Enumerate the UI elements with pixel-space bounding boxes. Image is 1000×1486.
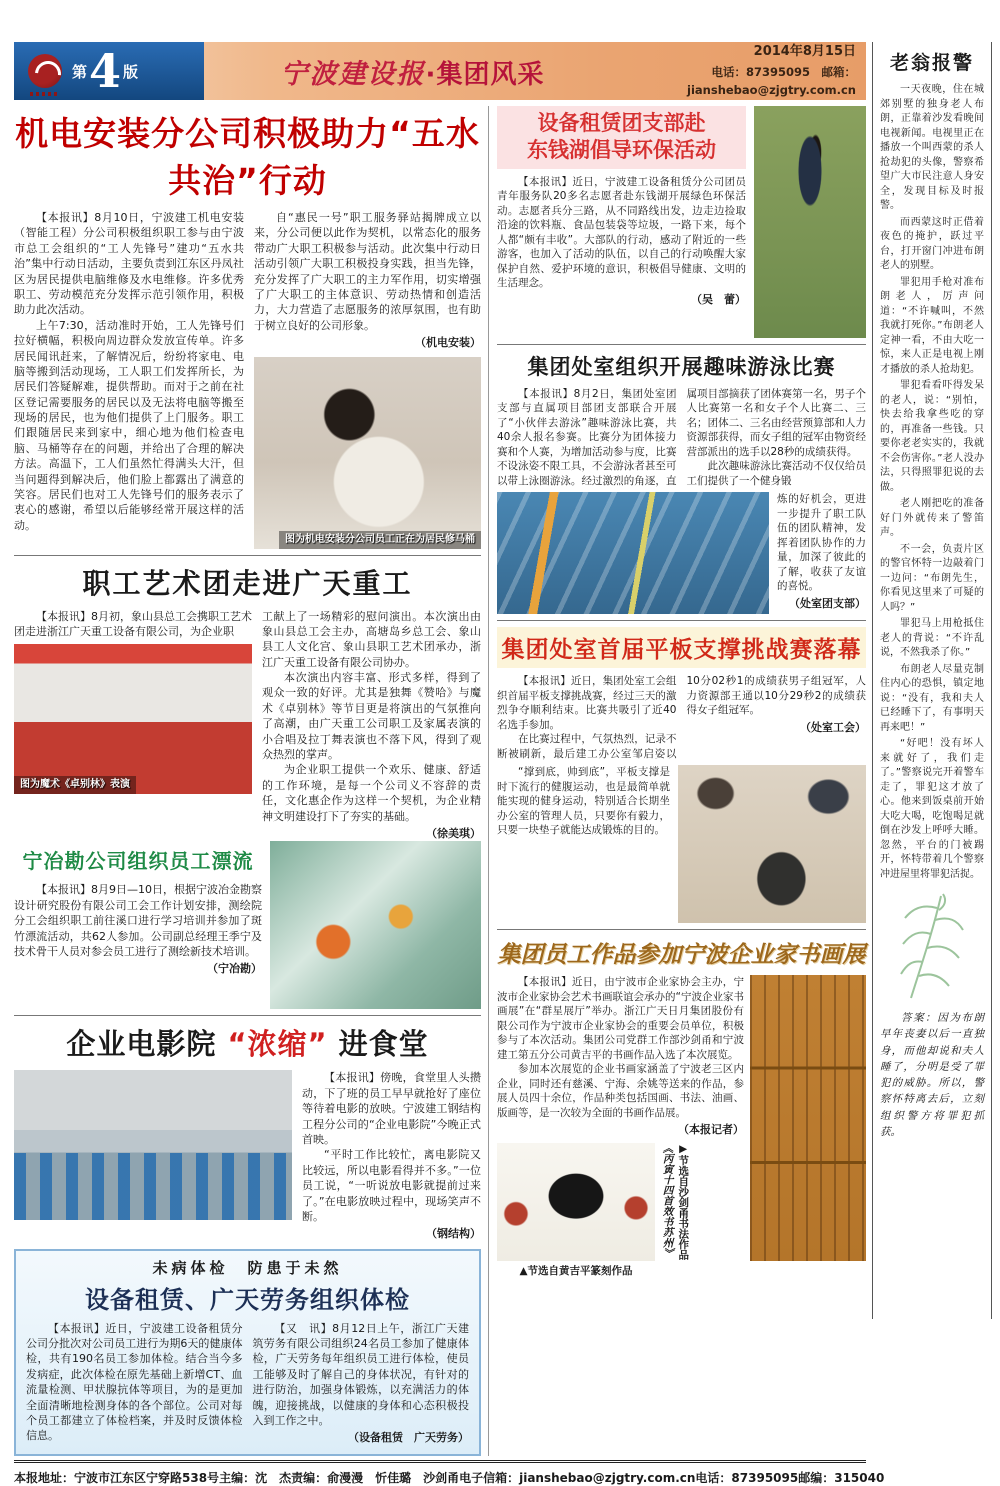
byline: （处室团支部） <box>789 596 866 610</box>
publication-date: 2014年8月15日 <box>753 44 856 60</box>
article-headline <box>497 106 746 169</box>
article-column <box>262 609 481 842</box>
footer-email: 电子信箱：jianshebao@zjgtry.com.cn <box>459 1470 696 1485</box>
header-contact <box>621 42 866 100</box>
photo-toilet-repair <box>254 357 481 549</box>
divider <box>497 620 866 621</box>
footer-editors: 责编：俞漫漫 忻佳璐 沙剑甬 <box>291 1470 460 1485</box>
edition-suffix: 版 <box>123 62 139 81</box>
byline: （徐美琪） <box>426 826 481 840</box>
headline-line: 设备租赁团支部赴 <box>537 111 706 135</box>
story-paragraph: “好吧！没有坏人来就好了，我们走了。”警察说完开着警车走了，罪犯这才放了心。他来到饭桌前开始大吃大喝，吃饱喝足就倒在沙发上呼呼大睡。忽然，平台的门被踢开，怀特带着几个警察冲进屋里将罪犯活捉。 <box>880 738 984 880</box>
headline-part: 企业电影院 <box>66 1027 217 1062</box>
article-paragraph: 炼的好机会，更进一步提升了职工队伍的团队精神，发挥着团队协作的力量，加深了彼此的了解，收获了友谊的喜悦。 <box>777 493 866 593</box>
edition-prefix: 第 <box>72 62 88 81</box>
photo-calligraphy-scroll <box>750 975 866 1261</box>
article-paragraph: 参加本次展览的企业书画家涵盖了宁波老三区内企业，同时还有慈溪、宁海、余姚等送来的作品，参展人员四十余位，作品种类包括国画、书法、油画、版画等，是一次较为全面的书画作品展。 <box>497 1063 744 1119</box>
article-headline: 机电安装分公司积极助力“五水共治”行动 <box>15 114 480 200</box>
edition-box <box>14 42 204 100</box>
article-headline: 设备租赁、广天劳务组织体检 <box>85 1285 410 1314</box>
header-email: 邮箱：jianshebao@zjgtry.com.cn <box>687 65 856 98</box>
article-column <box>14 609 252 842</box>
photo-caption-vertical: ▶节选自沙剑甬书法作品 <box>677 1143 690 1261</box>
article-rafting <box>14 841 481 1009</box>
footer-phone: 电话：87395095 <box>695 1470 799 1485</box>
article-paragraph: 【本报讯】8月10日，宁波建工机电安装（智能工程）分公司积极组织职工参与由宁波市总工会组织的“工人先锋号”建功“五水共治”集中行动日活动，主要负责到江东区丹凤社区为居民提供电脑维修及水电维修。许多优秀职工、劳动模范充分发挥示范引领作用，积极助力此次活动。 <box>14 211 244 317</box>
content-columns <box>14 106 866 1456</box>
masthead-bar <box>14 42 866 100</box>
article-plank-challenge <box>497 627 866 923</box>
article-paragraph: 本次演出内容丰富、形式多样，得到了观众一致的好评。尤其是独舞《赞哈》与魔术《卓别林》等节目更是将演出的气氛推向了高潮，由广天重工公司职工及家属表演的小合唱及拉丁舞表演也不落下风，得到了观众热烈的掌声。 <box>262 671 481 762</box>
article-column <box>497 765 670 923</box>
byline: （设备租赁 广天劳务） <box>348 1431 469 1445</box>
article-headline: 集团处室首届平板支撑挑战赛落幕 <box>497 627 866 668</box>
imprint-footer <box>14 1460 885 1486</box>
article-column <box>253 1321 470 1446</box>
article-cinema <box>14 1022 481 1241</box>
riddle-answer: 答案：因为布朗早年丧妻以后一直独身，而他却说和夫人睡了，分明是受了罪犯的威胁。所以，警察怀特离去后，立刻组织警方将罪犯抓获。 <box>880 1012 984 1138</box>
byline: （机电安装） <box>415 336 481 350</box>
article-paragraph: 【本报讯】近日，集团处室工会组织首届平板支撑挑战赛，经过三天的激烈争夺顺利结束。比赛共吸引了近40名选手参加。 <box>497 675 677 731</box>
sidebar-story-column <box>872 42 992 1319</box>
photo-rafting <box>270 841 481 1009</box>
article-environment <box>497 106 866 338</box>
story-paragraph: 罪犯看看吓得发呆的老人，说：“别怕，快去给我拿些吃的穿的，再准备一些钱。只要你老老实实的，我就不会伤害你。”老人没办法，只得照罪犯说的去做。 <box>880 380 984 493</box>
story-paragraph: 老人刚把吃的准备好门外就传来了警笛声。 <box>880 498 984 538</box>
article-paragraph: 【本报讯】近日，由宁波市企业家协会主办，宁波市企业家协会艺术书画联谊会承办的“宁波企业家书画展”在“群星展厅”举办。浙江广天日月集团股份有限公司作为宁波市企业家协会的重要会员单位，积极参与了本次活动。集团公司党群工作部沙剑甬和宁波建工第五分公司黄吉平的书画作品入选了本次展览。 <box>497 976 744 1061</box>
footer-chief-editor: 主编：沈 杰 <box>219 1470 292 1485</box>
brand-section: 集团风采 <box>436 59 545 90</box>
story-paragraph: 布朗老人尽量克制住内心的恐惧，镇定地说：“没有，我和夫人已经睡下了，有事明天再来吧！” <box>880 663 984 733</box>
byline: （本报记者） <box>678 1123 744 1137</box>
logo-dots <box>30 92 60 96</box>
photo-volunteer-litter-pickup <box>754 106 866 338</box>
photo-caption: ▲节选自黄吉平篆刻作品 <box>519 1265 633 1278</box>
article-paragraph: “平时工作比较忙，离电影院又比较远，所以电影看得并不多。”一位员工说，“一听说放电影就提前过来了。”在电影放映过程中，现场笑声不断。 <box>302 1148 481 1223</box>
article-paragraph: 【本报讯】近日，宁波建工设备租赁分公司团员青年服务队20多名志愿者赴东钱湖开展绿色环保活动。志愿者兵分三路，从不同路线出发，边走边捡取沿途的饮料瓶、食品包装袋等垃圾，一路下来，每个人都“颇有丰收”。大部队的行动，感动了附近的一些游客，也加入了活动的队伍，以自己的行动唤醒大家保护自然、爱护环境的意识，积极倡导健康、文明的生活理念。 <box>497 175 746 289</box>
article-paragraph: 【又 讯】8月12日上午，浙江广天建筑劳务有限公司组织24名员工参加了健康体检，广天劳务每年组织员工进行体检，使员工能够及时了解自己的身体状况，有针对的进行防治，加强身体锻炼，以充满活力的体魄，迎接挑战，以健康的身体和心态积极投入到工作之中。 <box>252 1321 469 1428</box>
byline: （宁冶勘） <box>207 962 262 976</box>
headline-part: 进食堂 <box>338 1027 429 1062</box>
main-area <box>14 42 885 1485</box>
article-paragraph: 工献上了一场精彩的慰问演出。本次演出由象山县总工会主办，高塘岛乡总工会、象山县工人文化宫、象山县职工艺术团承办，浙江广天重工设备有限公司协办。 <box>262 609 481 669</box>
headline-line: 东钱湖倡导环保活动 <box>527 138 716 163</box>
article-headline: 集团处室组织开展趣味游泳比赛 <box>527 355 836 379</box>
article-kicker: 未病体检 防患于未然 <box>152 1258 343 1277</box>
article-water-action <box>14 108 481 549</box>
article-column <box>254 210 481 549</box>
article-column <box>26 1321 243 1446</box>
brand-sep: · <box>425 59 437 90</box>
byline: （吴 蕾） <box>691 293 746 307</box>
header-phone: 电话：87395095 <box>711 65 810 79</box>
photo-caption: 图为魔术《卓别林》表演 <box>14 776 136 794</box>
article-headline: 宁冶勘公司组织员工漂流 <box>22 849 254 874</box>
article-column <box>14 210 244 549</box>
photo-seal-carving <box>497 1143 655 1261</box>
article-headline: 集团员工作品参加宁波企业家书画展 <box>497 941 866 969</box>
article-paragraph: 此次趣味游泳比赛活动不仅仅给员工们提供了一个健身锻 <box>686 460 866 487</box>
byline: （处室工会） <box>800 720 866 734</box>
article-column <box>777 492 866 614</box>
photo-swimming-race <box>497 492 769 614</box>
article-health-checkup <box>14 1249 481 1456</box>
story-paragraph: 罪犯用手枪对准布朗老人，厉声问道：“不许喊叫，不然我就打死你。”布朗老人定神一看，不由大吃一惊，来人正是电视上刚才播放的杀人抢劫犯。 <box>880 276 984 375</box>
divider <box>497 344 866 345</box>
photo-canteen-cinema <box>14 1070 292 1220</box>
article-paragraph: 【本报讯】8月初，象山县总工会携职工艺术团走进浙江广天重工设备有限公司，为企业职 <box>14 609 252 638</box>
fern-illustration-icon <box>893 890 971 1002</box>
artwork-title-vertical: 《丙寅十四首效书苏州》 <box>661 1143 674 1259</box>
article-swimming <box>497 351 866 614</box>
sidebar-title: 老翁报警 <box>889 52 974 74</box>
divider <box>14 555 481 556</box>
article-columns <box>497 387 866 488</box>
story-paragraph: 而西蒙这时正借着夜色的掩护，跃过平台，打开窗门冲进布朗老人的别墅。 <box>880 216 984 271</box>
story-paragraph: 不一会，负责片区的警官怀特一边敲着门一边问：“布朗先生，你看见这里来了可疑的人吗？” <box>880 543 984 613</box>
divider <box>497 929 866 930</box>
article-paragraph: 在比赛过程中，气氛热烈，记录不断被刷新，最后建工办公室邹启姿以10分02秒1的成绩获男子组冠军，人力资源部王通以10分29秒2的成绩获得女子组冠军。 <box>497 675 866 760</box>
headline-highlight: “浓缩” <box>227 1027 328 1062</box>
left-column-stack <box>14 106 488 1456</box>
photo-plank-exercise <box>678 765 866 923</box>
article-paragraph: 上午7:30，活动准时开始，工人先锋号们拉好横幅，积极向周边群众发放宣传单。许多居民闻讯赶来，了解情况后，纷纷将家电、电脑等搬到活动现场，工人职工们发挥所长，为居民们答疑解难，提供帮助。而对于之前在社区登记需要服务的居民以及无法将电脑等搬至现场的居民，也为他们提供了上门服务。职工们跟随居民来到家中，细心地为他们检查电脑、马桶等存在的问题，并给出了合理的解决方法。高温下，工人们虽然忙得满头大汗，但当问题得到解决后，他们脸上都露出了满意的笑容。居民们也对工人先锋号们的服务表示了衷心的感谢，希望以后能够经常开展这样的活动。 <box>14 318 244 532</box>
byline: （钢结构） <box>426 1227 481 1241</box>
article-paragraph: 【本报讯】傍晚，食堂里人头攒动，下了班的员工早早就抢好了座位等待着电影的放映。宁波建工钢结构工程分公司的“企业电影院”今晚正式首映。 <box>302 1071 481 1146</box>
article-paragraph: 自“惠民一号”职工服务驿站揭牌成立以来，分公司便以此作为契机，以常态化的服务带动广大职工积极参与活动。此次集中行动日活动引领广大职工积极投身实践，担当先锋，充分发挥了广大职工的主力军作用，切实增强了广大职工的主体意识、劳动热情和创造活力，大力营造了志愿服务的浓厚氛围，也有助于树立良好的公司形象。 <box>254 211 481 332</box>
footer-postcode: 邮编：315040 <box>798 1470 885 1485</box>
article-calligraphy-show <box>497 936 866 1429</box>
article-headline <box>14 1022 481 1063</box>
article-column <box>497 106 746 338</box>
photo-magic-performance <box>14 644 252 794</box>
brand-name: 宁波建设报 <box>280 58 426 90</box>
article-paragraph: 为企业职工提供一个欢乐、健康、舒适的工作环境，是每一个公司义不容辞的责任，文化惠企作为这样一个契机，为企业精神文明建设打下了夯实的基础。 <box>262 763 481 823</box>
footer-address: 本报地址：宁波市江东区宁穿路538号 <box>14 1470 220 1485</box>
divider <box>14 1015 481 1016</box>
article-column <box>302 1070 481 1241</box>
story-paragraph: 罪犯马上用枪抵住老人的背说：“不许乱说，不然我杀了你。” <box>880 618 984 658</box>
edition-number: 4 <box>89 44 122 98</box>
masthead-title <box>204 52 621 91</box>
article-paragraph: 【本报讯】8月2日，集团处室团支部与直属项目部团支部联合开展了“小伙伴去游泳”趣味游泳比赛，共40余人报名参赛。比赛分为团体接力赛和个人赛，为增加活动参与度，比赛不设泳姿不限工具，不会游泳者甚至可以带上泳圈游泳。经过激烈的角逐，直属项目部摘获了团体赛第一名，男子个人比赛第一名和女子个人比赛二、三名；团体二、三名由经营预算部和人力资源部获得，而女子组的冠军由物资经营部派出的选手以28秒的成绩获得。 <box>497 388 866 487</box>
photo-caption: 图为机电安装分公司员工正在为居民修马桶 <box>279 531 481 549</box>
story-paragraph: 一天夜晚，住在城郊别墅的独身老人布朗，正靠着沙发看晚间电视新闻。电视里正在播放一个叫西蒙的杀人抢劫犯的头像，警察希望广大市民注意人身安全，发现目标及时报警。 <box>880 84 984 211</box>
article-paragraph: 【本报讯】8月9日—10日，根据宁波冶金勘察设计研究股份有限公司工会工作计划安排，测绘院分工会组织职工前往溪口进行学习培训并参加了斑竹漂流活动，共62人参加。公司副总经理王季宁及技术骨干人员对参会员工进行了测绘新技术培训。 <box>14 883 262 958</box>
article-columns <box>497 674 866 761</box>
article-column <box>14 841 262 1009</box>
article-column <box>497 975 744 1429</box>
newspaper-logo-icon <box>28 54 62 88</box>
article-paragraph: “撑到底，帅到底”，平板支撑是时下流行的健腹运动，也是最简单就能实现的健身运动，特别适合长期坐办公室的管理人员，只要你有毅力，只要一块垫子就能达成锻炼的目的。 <box>497 766 670 837</box>
article-headline: 职工艺术团走进广天重工 <box>82 566 413 600</box>
middle-column-stack <box>488 106 866 1456</box>
article-paragraph: 【本报讯】近日，宁波建工设备租赁分公司分批次对公司员工进行为期6天的健康体检，共有190名员工参加体检。结合当今多发病症，此次体检在原先基础上新增CT、血流量检测、甲状腺抗体等项目，为的是更加全面清晰地检测身体的各个部位。公司对每个员工都建立了体检档案，并及时反馈体检信息。 <box>26 1321 243 1443</box>
article-art-troupe <box>14 562 481 842</box>
